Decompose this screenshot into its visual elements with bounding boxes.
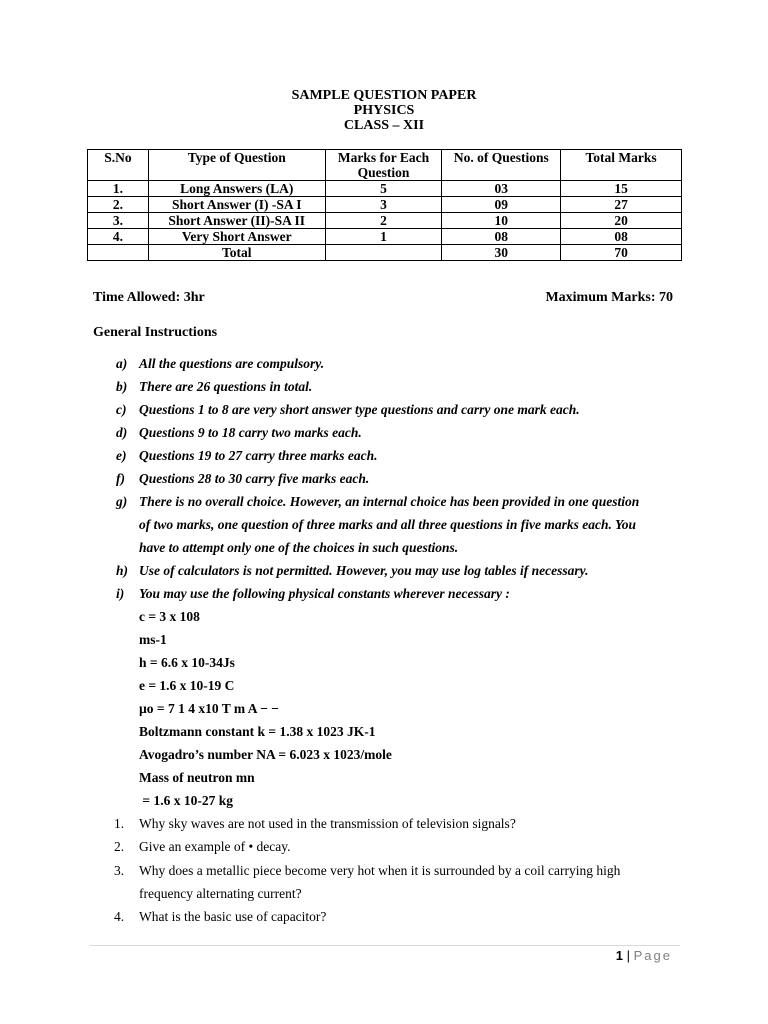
cell-marks-each [325, 245, 442, 261]
instruction-label: c) [116, 402, 127, 417]
instruction-label: h) [116, 563, 129, 578]
instruction-text: Questions 28 to 30 carry five marks each. [139, 471, 370, 486]
cell-total-marks: 15 [561, 181, 682, 197]
cell-marks-each: 5 [325, 181, 442, 197]
header-sno: S.No [88, 150, 149, 181]
instruction-text: Questions 1 to 8 are very short answer type questions and carry one mark each. [139, 402, 580, 417]
instruction-label: g) [116, 494, 128, 509]
instruction-text: There are 26 questions in total. [139, 379, 313, 394]
instruction-label: f) [116, 471, 125, 486]
cell-total-label: Total [148, 245, 325, 261]
header-total-marks: Total Marks [561, 150, 682, 181]
table-total-row [88, 245, 682, 261]
cell-grand-total: 70 [561, 245, 682, 261]
instruction-text: You may use the following physical constants wherever necessary : [139, 586, 510, 601]
instruction-label: a) [116, 356, 128, 371]
footer-separator: | [626, 948, 630, 963]
instruction-text: All the questions are compulsory. [139, 356, 325, 371]
instruction-text-line-1: There is no overall choice. However, an internal choice has been provided in one question [139, 494, 640, 509]
cell-marks-each: 1 [325, 229, 442, 245]
question-number: 4. [114, 909, 125, 924]
header-num-questions: No. of Questions [442, 150, 561, 181]
constant-permeability: µo = 7 1 4 x10 T m A − − [139, 701, 279, 716]
cell-type: Short Answer (I) -SA I [148, 197, 325, 213]
constant-boltzmann: Boltzmann constant k = 1.38 x 1023 JK-1 [139, 724, 376, 739]
cell-sno: 3. [88, 213, 149, 229]
marks-distribution-table [87, 149, 682, 261]
constant-planck: h = 6.6 x 10-34Js [139, 655, 235, 670]
question-text: Why sky waves are not used in the transmission of television signals? [139, 816, 516, 831]
question-text: Give an example of • decay. [139, 839, 291, 854]
instruction-text-line-2: of two marks, one question of three marks and all three questions in five marks each. You [139, 517, 637, 532]
table-header-row [88, 150, 682, 181]
constant-unit: ms-1 [139, 632, 167, 647]
instruction-label: e) [116, 448, 127, 463]
class-title: CLASS – XII [343, 118, 425, 133]
maximum-marks: Maximum Marks: 70 [545, 290, 673, 305]
page-label: Page [633, 948, 672, 963]
cell-num-questions: 09 [442, 197, 561, 213]
question-text-line-1: Why does a metallic piece become very hot when it is surrounded by a coil carrying high [139, 863, 621, 878]
cell-num-questions: 10 [442, 213, 561, 229]
question-text: What is the basic use of capacitor? [139, 909, 327, 924]
cell-sno [88, 245, 149, 261]
instruction-label: i) [116, 586, 125, 601]
cell-sno: 2. [88, 197, 149, 213]
constant-neutron-mass-label: Mass of neutron mn [139, 770, 255, 785]
subject-title: PHYSICS [353, 103, 415, 118]
constant-speed-of-light: c = 3 x 108 [139, 609, 200, 624]
cell-num-questions: 08 [442, 229, 561, 245]
cell-marks-each: 3 [325, 197, 442, 213]
table-row [88, 181, 682, 197]
instruction-text: Use of calculators is not permitted. However, you may use log tables if necessary. [139, 563, 589, 578]
cell-total-marks: 08 [561, 229, 682, 245]
instruction-label: b) [116, 379, 128, 394]
table-row [88, 229, 682, 245]
cell-num-questions: 03 [442, 181, 561, 197]
cell-sno: 4. [88, 229, 149, 245]
cell-total-marks: 20 [561, 213, 682, 229]
question-number: 1. [114, 816, 125, 831]
instruction-label: d) [116, 425, 128, 440]
question-text-line-2: frequency alternating current? [139, 886, 302, 901]
cell-total-questions: 30 [442, 245, 561, 261]
instruction-text: Questions 19 to 27 carry three marks each. [139, 448, 378, 463]
constant-neutron-mass-value: = 1.6 x 10-27 kg [139, 793, 233, 808]
footer-divider [90, 945, 680, 946]
instruction-text-line-3: have to attempt only one of the choices in such questions. [139, 540, 459, 555]
cell-marks-each: 2 [325, 213, 442, 229]
header-marks-each: Marks for Each Question [325, 150, 442, 181]
cell-total-marks: 27 [561, 197, 682, 213]
question-number: 3. [114, 863, 125, 878]
cell-type: Very Short Answer [148, 229, 325, 245]
question-number: 2. [114, 839, 125, 854]
instruction-text: Questions 9 to 18 carry two marks each. [139, 425, 362, 440]
cell-type: Long Answers (LA) [148, 181, 325, 197]
time-allowed: Time Allowed: 3hr [93, 290, 205, 305]
instructions-heading: General Instructions [93, 325, 218, 340]
constant-electron-charge: e = 1.6 x 10-19 C [139, 678, 235, 693]
constant-avogadro: Avogadro’s number NA = 6.023 x 1023/mole [139, 747, 392, 762]
page-number: 1 [615, 948, 623, 963]
cell-sno: 1. [88, 181, 149, 197]
paper-title: SAMPLE QUESTION PAPER [291, 88, 477, 103]
header-type: Type of Question [148, 150, 325, 181]
page-footer [616, 948, 672, 963]
table-row [88, 197, 682, 213]
cell-type: Short Answer (II)-SA II [148, 213, 325, 229]
table-row [88, 213, 682, 229]
